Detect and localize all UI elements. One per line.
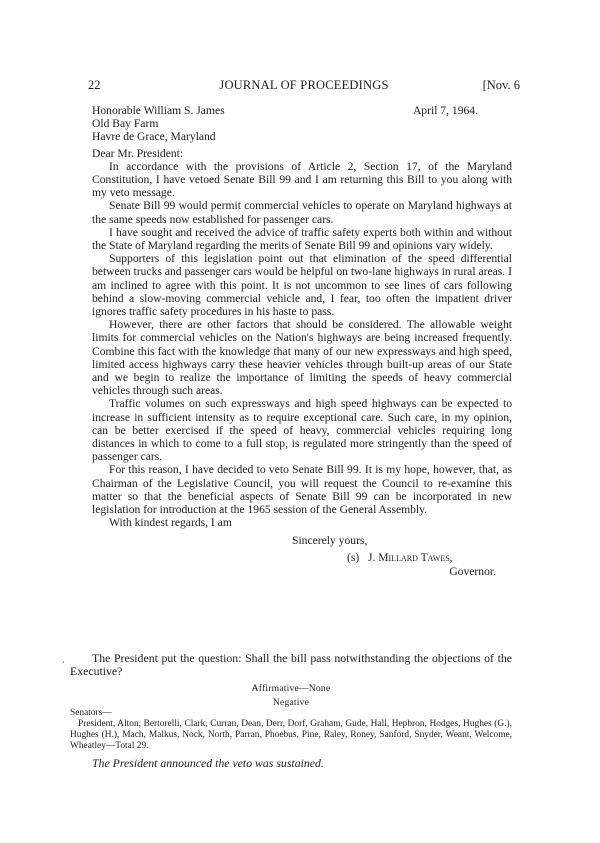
vote-question: The President put the question: Shall the bill pass notwithstanding the objections of the Executive? — [70, 651, 512, 679]
signature-title: Governor. — [449, 564, 496, 578]
letter-paragraph: In accordance with the provisions of Article 2, Section 17, of the Maryland Constitution, I have vetoed Senate Bill 99 and I am returning this Bill to you along with my veto message. — [92, 159, 512, 200]
page-number: 22 — [88, 78, 101, 92]
senators-list: President, Alton, Bertorelli, Clark, Curran, Dean, Derr, Dorf, Graham, Gude, Hall, Hepbron, Hodges, Hughes (G.), Hughes (H.), Mach, Malkus, Nock, North, Parran, Phoebus, Pine, Raley, Roney, Sanford, Snyder, Weant, Welcome, Wheatley—Total 29. — [70, 718, 512, 751]
address-line-3: Havre de Grace, Maryland — [92, 130, 216, 144]
letter-paragraph: Traffic volumes on such expressways and high speed highways can be expected to increase in sufficient intensity as to require exceptional care. Such care, in my opinion, can be better exercised if the speed of heavy, commercial vehicles requiring long distances in which to come to a full stop, is regulated more stringently than the speed of passenger cars. — [92, 397, 512, 464]
veto-letter — [92, 104, 512, 578]
letter-paragraph: For this reason, I have decided to veto Senate Bill 99. It is my hope, however, that, as Chairman of the Legislative Council, you will request the Council to re-examine this matter so that the beneficial aspects of Senate Bill 99 can be incorporated in new legislation for introduction at the 1965 session of the General Assembly. — [92, 463, 512, 517]
vote-proceedings — [70, 652, 512, 771]
letter-date: April 7, 1964. — [412, 104, 478, 117]
negative-heading: Negative — [272, 696, 310, 708]
letter-paragraph: Supporters of this legislation point out that elimination of the speed differential between trucks and passenger cars would be helpful on two-lane highways in rural areas. I am inclined to agree with this point. It is not uncommon to see lines of cars following behind a slow-moving commercial vehicle and, I fear, too often the impatient driver ignores traffic safety procedures in his haste to pass. — [92, 252, 512, 319]
signature-line — [92, 551, 512, 564]
recipient-name: Honorable William S. James — [92, 104, 225, 117]
closing-line: Sincerely yours, — [292, 533, 368, 547]
senators-label: Senators— — [70, 707, 112, 718]
affirmative-heading: Affirmative—None — [251, 682, 331, 694]
letter-paragraph: I have sought and received the advice of traffic safety experts both within and without the State of Maryland regarding the merits of Senate Bill 99 and opinions vary widely. — [92, 225, 512, 253]
vote-result: The President announced the veto was sustained. — [92, 755, 324, 770]
address-line-2: Old Bay Farm — [92, 117, 159, 131]
signature-prefix: (s) — [347, 550, 360, 564]
letter-paragraph: Senate Bill 99 would permit commercial vehicles to operate on Maryland highways at the same speeds now established for passenger cars. — [92, 199, 512, 226]
page-header — [88, 78, 520, 94]
salutation: Dear Mr. President: — [92, 146, 184, 160]
journal-title: JOURNAL OF PROCEEDINGS — [219, 78, 389, 92]
letter-paragraph: However, there are other factors that should be considered. The allowable weight limits for commercial vehicles on the Nation's highways are being increased frequently. Combine this fact with the knowledge that many of our new expressways and high speed, limited access highways carry these heavier vehicles through built-up areas of our State and we begin to realize the importance of limiting the speeds of heavy commercial vehicles through such areas. — [92, 318, 512, 398]
signature-name: J. Millard Tawes, — [367, 550, 453, 564]
regards-line: With kindest regards, I am — [109, 516, 232, 530]
address-line-1 — [92, 104, 512, 117]
margin-mark: · — [62, 657, 65, 667]
header-date: [Nov. 6 — [482, 78, 520, 92]
